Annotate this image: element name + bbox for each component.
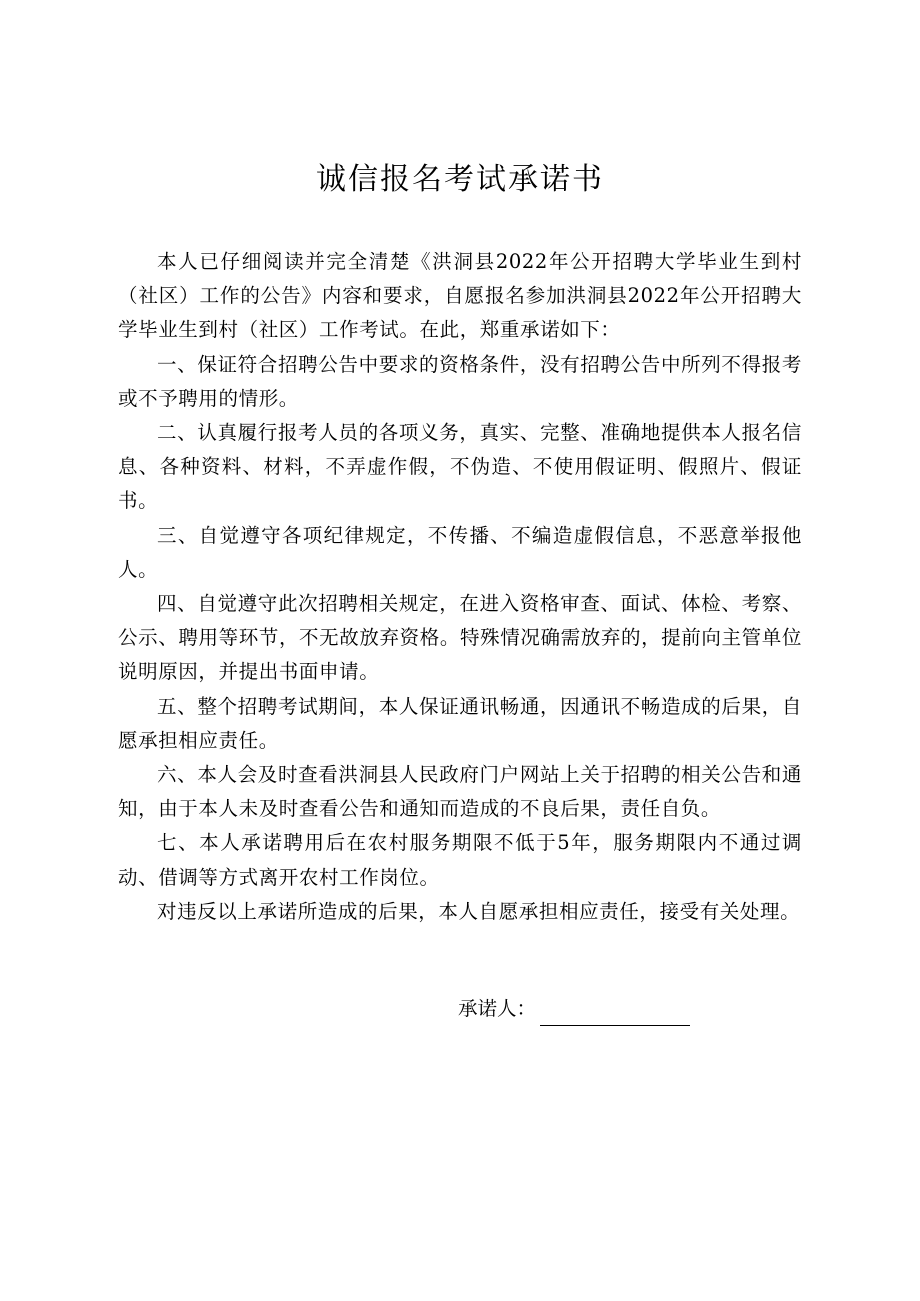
- signature-line: [540, 1003, 690, 1026]
- closing-paragraph: 对违反以上承诺所造成的后果，本人自愿承担相应责任，接受有关处理。: [157, 899, 801, 923]
- signature-label: 承诺人：: [458, 997, 537, 1020]
- commitment-item-1: 一、保证符合招聘公告中要求的资格条件，没有招聘公告中所列不得报考或不予聘用的情形。: [118, 352, 802, 410]
- page-title: 诚信报名考试承诺书: [316, 162, 604, 197]
- intro-paragraph: 本人已仔细阅读并完全清楚《洪洞县2022年公开招聘大学毕业生到村（社区）工作的公告》内容和要求，自愿报名参加洪洞县2022年公开招聘大学毕业生到村（社区）工作考试。在此，郑重承诺如下：: [118, 250, 802, 342]
- commitment-item-4: 四、自觉遵守此次招聘相关规定，在进入资格审查、面试、体检、考察、公示、聘用等环节，不无故放弃资格。特殊情况确需放弃的，提前向主管单位说明原因，并提出书面申请。: [118, 592, 802, 684]
- commitment-item-6: 六、本人会及时查看洪洞县人民政府门户网站上关于招聘的相关公告和通知，由于本人未及时查看公告和通知而造成的不良后果，责任自负。: [118, 763, 802, 821]
- signature-block: [458, 992, 690, 1026]
- commitment-item-7: 七、本人承诺聘用后在农村服务期限不低于5年，服务期限内不通过调动、借调等方式离开农村工作岗位。: [118, 831, 802, 889]
- commitment-item-5: 五、整个招聘考试期间，本人保证通讯畅通，因通讯不畅造成的后果，自愿承担相应责任。: [118, 694, 802, 752]
- commitment-item-3: 三、自觉遵守各项纪律规定，不传播、不编造虚假信息，不恶意举报他人。: [118, 523, 802, 581]
- commitment-item-2: 二、认真履行报考人员的各项义务，真实、完整、准确地提供本人报名信息、各种资料、材料，不弄虚作假，不伪造、不使用假证明、假照片、假证书。: [118, 421, 802, 513]
- document-body: [118, 245, 802, 929]
